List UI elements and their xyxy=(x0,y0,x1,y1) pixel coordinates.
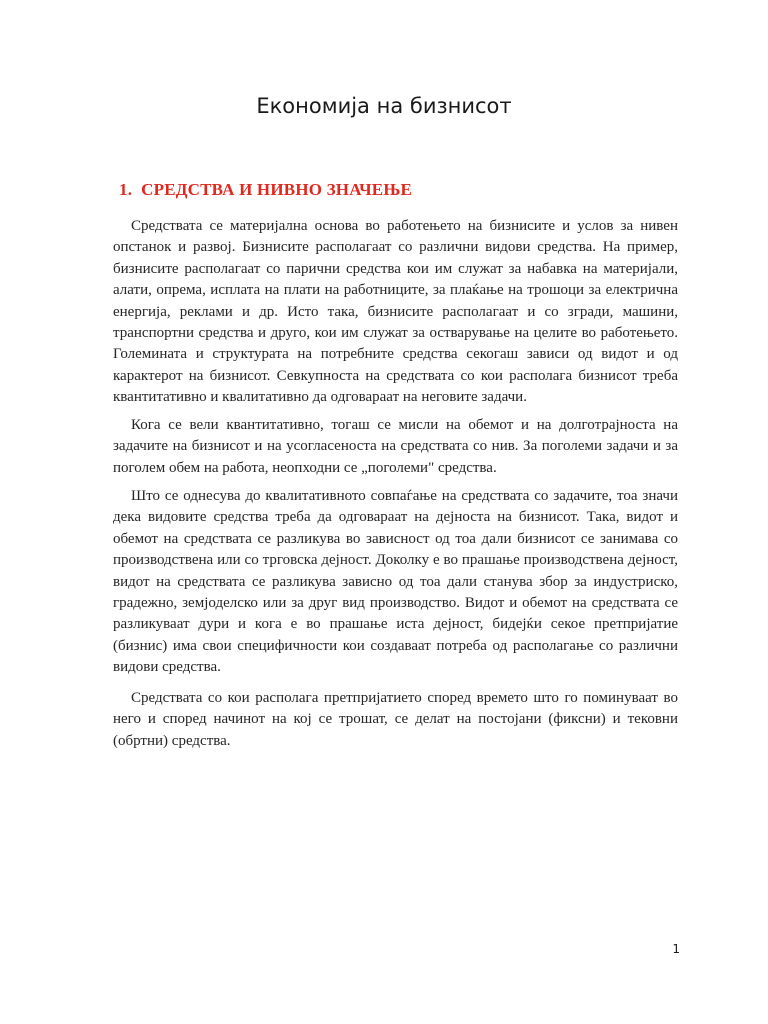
paragraph-2: Кога се вели квантитативно, тогаш се мисли на обемот и на долготрајноста на задачите на бизнисот и на усогласеноста на средствата со нив. За поголеми задачи и за поголем обем на работа, неопходни се „поголеми" средства. xyxy=(113,417,678,476)
paragraph-4: Средствата со кои располага претпријатието според времето што го поминуваат во него и според начинот на кој се трошат, се делат на постојани (фиксни) и тековни (обртни) средства. xyxy=(113,690,678,749)
section-number: 1. xyxy=(119,180,133,199)
section-heading xyxy=(119,180,412,200)
page-title: Економија на бизнисот xyxy=(256,94,512,118)
section-heading-text: СРЕДСТВА И НИВНО ЗНАЧЕЊЕ xyxy=(141,180,413,199)
page-number: 1 xyxy=(672,942,680,956)
paragraph-3: Што се однесува до квалитативното совпаѓање на средствата со задачите, тоа значи дека видовите средства треба да одговараат на дејноста на бизнисот. Така, видот и обемот на средствата се разликува во зависност од тоа дали бизнисот се занимава со производствена или со трговска дејност. Доколку е во прашање производствена дејност, видот на средствата се разликува зависно од тоа дали станува збор за индустриско, градежно, земјоделско или за друг вид производство. Видот и обемот на средствата се разликуваат дури и кога е во прашање иста дејност, бидејќи секое претпријатие (бизнис) има свои специфичности кои создаваат потреба од располагање со различни видови средства. xyxy=(113,488,678,676)
paragraph-1: Средствата се материјална основа во работењето на бизнисите и услов за нивен опстанок и развој. Бизнисите располагаат со различни видови средства. На пример, бизнисите располагаат со парични средства кои им служат за набавка на материјали, алати, опрема, исплата на плати на работниците, за плаќање на трошоци за електрична енергија, реклами и др. Исто така, бизнисите располагаат и со згради, машини, транспортни средства и друго, кои им служат за остварување на целите во работењето. Големината и структурата на потребните средства секогаш зависи од видот и од карактерот на бизнисот. Севкупноста на средствата со кои располага бизнисот треба квантитативно и квалитативно да одговараат на неговите задачи. xyxy=(113,218,678,406)
